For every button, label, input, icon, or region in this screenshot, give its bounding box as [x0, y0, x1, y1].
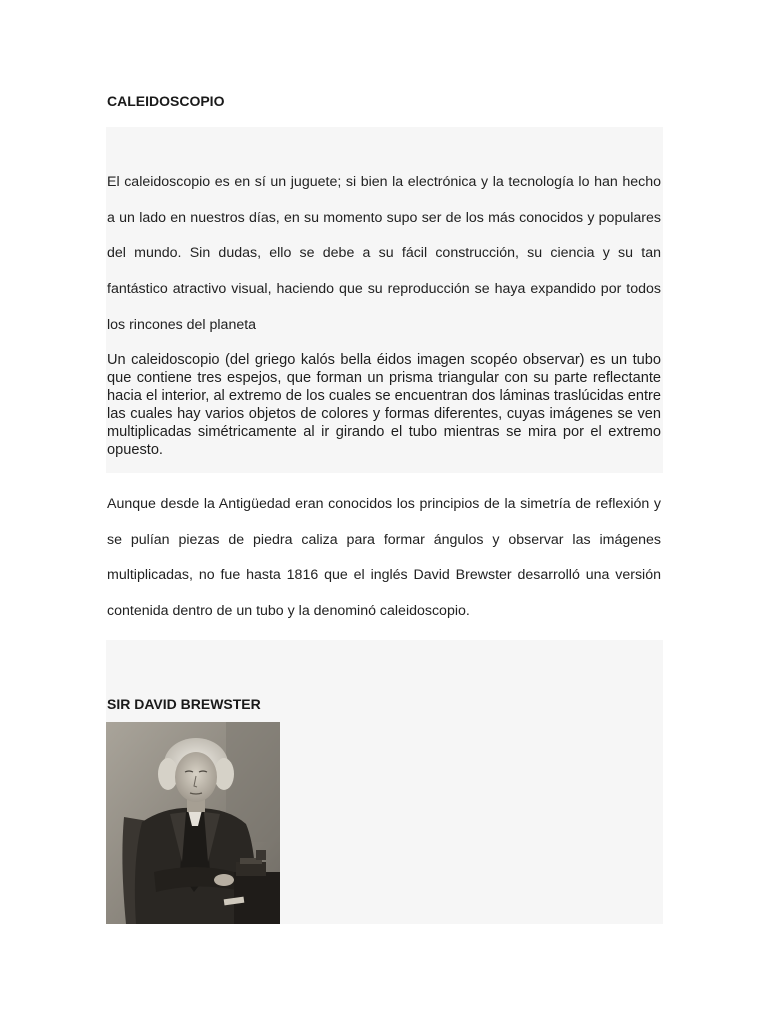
section-title: SIR DAVID BREWSTER [107, 696, 261, 712]
brewster-portrait-image [106, 722, 280, 924]
intro-paragraph: El caleidoscopio es en sí un juguete; si bien la electrónica y la tecnología lo han hecho a un lado en nuestros días, en su momento supo ser de los más conocidos y populares del mundo. Sin dudas, ello se debe a su fácil construcción, su ciencia y su tan fantástico atractivo visual, haciendo que su reproducción se haya expandido por todos los rincones del planeta [107, 174, 661, 333]
page-title: CALEIDOSCOPIO [107, 93, 225, 109]
history-paragraph: Aunque desde la Antigüedad eran conocidos los principios de la simetría de reflexión y se pulían piezas de piedra caliza para formar ángulos y observar las imágenes multiplicadas, no fue hasta 1816 que el inglés David Brewster desarrolló una versión contenida dentro de un tubo y la denominó caleidoscopio. [107, 496, 661, 620]
definition-paragraph: Un caleidoscopio (del griego kalós bella éidos imagen scopéo observar) es un tubo que contiene tres espejos, que forman un prisma triangular con su parte reflectante hacia el interior, al extremo de los cuales se encuentran dos láminas traslúcidas entre las cuales hay varios objetos de colores y formas diferentes, cuyas imágenes se ven multiplicadas simétricamente al ir girando el tubo mientras se mira por el extremo opuesto. [107, 352, 661, 458]
